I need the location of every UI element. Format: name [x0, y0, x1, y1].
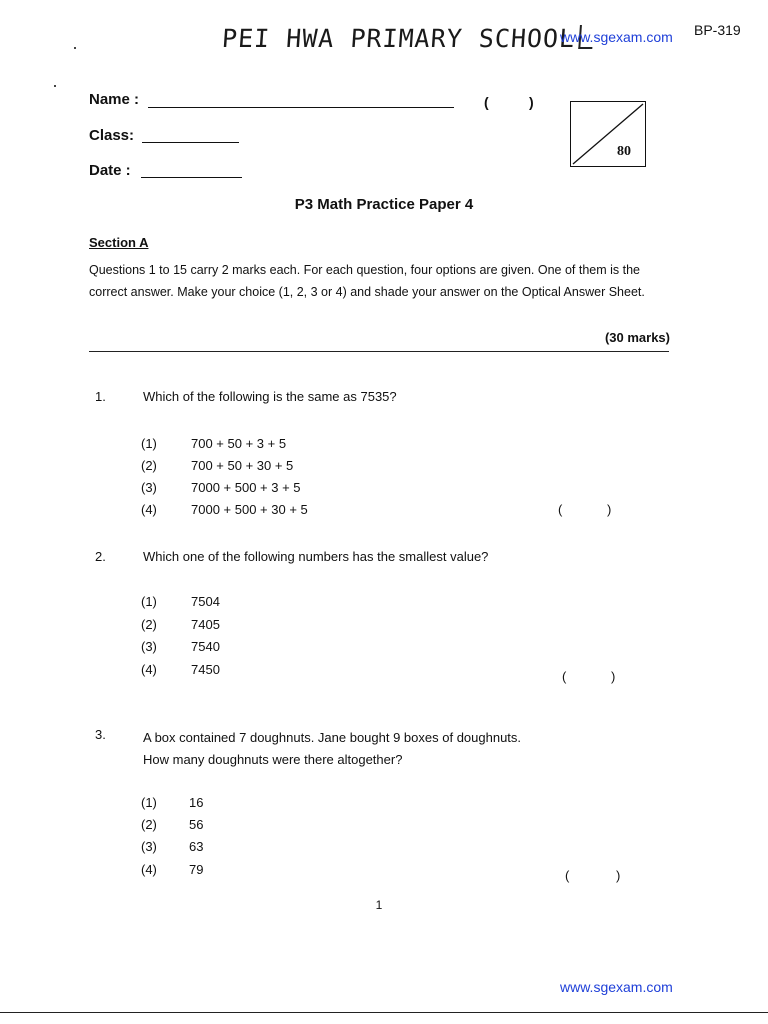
- answer-paren-close[interactable]: ): [611, 669, 616, 684]
- option-number: (3): [141, 839, 157, 854]
- answer-paren-open[interactable]: (: [558, 502, 563, 517]
- score-total: 80: [617, 144, 631, 159]
- divider: [89, 351, 669, 352]
- page-number: 1: [375, 898, 383, 912]
- date-label: Date :: [89, 162, 131, 179]
- option-number: (2): [141, 458, 157, 473]
- speck: [74, 47, 76, 49]
- page-bottom-edge: [0, 1012, 768, 1013]
- option-number: (3): [141, 639, 157, 654]
- option-text: 7000 + 500 + 3 + 5: [191, 480, 301, 495]
- option-text: 63: [189, 839, 204, 854]
- footer-url[interactable]: www.sgexam.com: [560, 979, 673, 995]
- index-paren-close: ): [529, 94, 534, 110]
- option-number: (3): [141, 480, 157, 495]
- option-text: 79: [189, 862, 204, 877]
- date-line[interactable]: [141, 177, 242, 178]
- name-line[interactable]: [148, 107, 454, 108]
- answer-paren-open[interactable]: (: [565, 868, 570, 883]
- question-number: 3.: [95, 727, 106, 742]
- question-number: 1.: [95, 389, 106, 404]
- question-text: Which one of the following numbers has the smallest value?: [143, 549, 489, 564]
- section-marks: (30 marks): [604, 330, 670, 345]
- option-text: 7405: [191, 617, 220, 632]
- section-heading: Section A: [89, 235, 149, 250]
- option-text: 56: [189, 817, 204, 832]
- question-text: Which of the following is the same as 7535?: [143, 389, 397, 404]
- header-url[interactable]: www.sgexam.com: [560, 29, 673, 45]
- option-text: 700 + 50 + 30 + 5: [191, 458, 294, 473]
- option-number: (2): [141, 617, 157, 632]
- option-text: 7450: [191, 662, 220, 677]
- option-number: (1): [141, 436, 157, 451]
- question-text-line-2: How many doughnuts were there altogether?: [143, 752, 403, 767]
- speck: [54, 85, 56, 87]
- section-instructions: Questions 1 to 15 carry 2 marks each. For each question, four options are given. One of them is the correct answer. Make your choice (1, 2, 3 or 4) and shade your answer on the Optical Answer Sheet.: [89, 263, 645, 299]
- paper-title: P3 Math Practice Paper 4: [294, 196, 474, 213]
- question-number: 2.: [95, 549, 106, 564]
- answer-paren-close[interactable]: ): [607, 502, 612, 517]
- option-number: (4): [141, 502, 157, 517]
- question-text-line-1: A box contained 7 doughnuts. Jane bought 9 boxes of doughnuts.: [143, 730, 522, 745]
- option-text: 7540: [191, 639, 220, 654]
- index-paren-open: (: [484, 94, 489, 110]
- option-number: (2): [141, 817, 157, 832]
- answer-paren-close[interactable]: ): [616, 868, 621, 883]
- score-box: [570, 101, 646, 167]
- option-text: 7000 + 500 + 30 + 5: [191, 502, 308, 517]
- answer-paren-open[interactable]: (: [562, 669, 567, 684]
- school-name: PEI HWA PRIMARY SCHOOL: [221, 24, 594, 53]
- option-text: 16: [189, 795, 204, 810]
- class-label: Class:: [89, 127, 135, 144]
- option-number: (1): [141, 795, 157, 810]
- option-text: 7504: [191, 594, 220, 609]
- name-label: Name :: [89, 91, 140, 108]
- paper-code: BP-319: [694, 22, 741, 38]
- score-diagonal: [571, 102, 645, 166]
- class-line[interactable]: [142, 142, 239, 143]
- option-text: 700 + 50 + 3 + 5: [191, 436, 287, 451]
- option-number: (4): [141, 862, 157, 877]
- option-number: (4): [141, 662, 157, 677]
- option-number: (1): [141, 594, 157, 609]
